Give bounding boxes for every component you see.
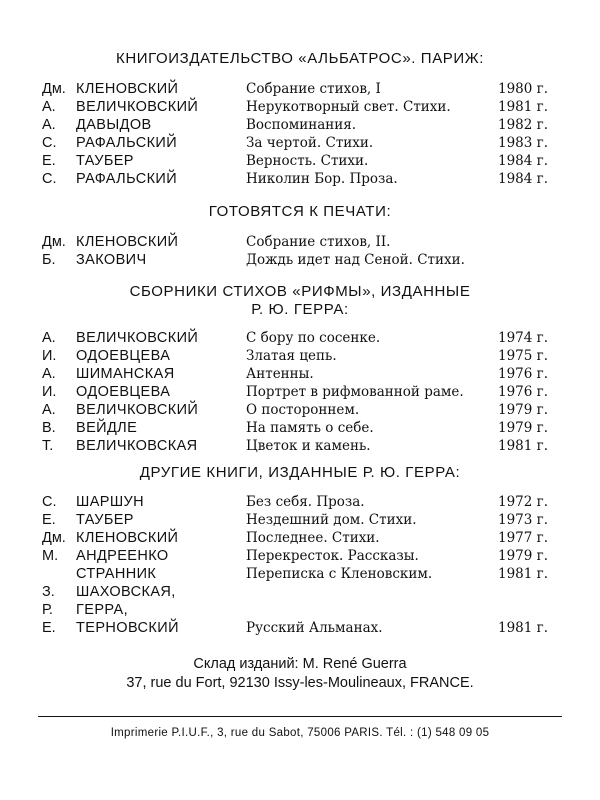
book-entry: [0, 565, 600, 583]
author-name: КЛЕНОВСКИЙ: [76, 81, 179, 97]
book-entry: [0, 437, 600, 455]
rifmy-book-list: [0, 329, 600, 455]
publication-year: 1982 г.: [498, 117, 549, 133]
book-title: Николин Бор. Проза.: [246, 171, 398, 187]
book-entry: [0, 116, 600, 134]
book-title: Перекресток. Рассказы.: [246, 548, 419, 564]
book-entry: [0, 511, 600, 529]
book-title: Русский Альманах.: [246, 620, 383, 636]
book-title: Нерукотворный свет. Стихи.: [246, 99, 451, 115]
divider-rule: [38, 716, 562, 717]
book-title: Антенны.: [246, 366, 314, 382]
author-name: ДАВЫДОВ: [76, 117, 152, 133]
publication-year: 1976 г.: [498, 366, 549, 382]
author-initial: М.: [42, 548, 59, 564]
author-initial: Дм.: [42, 234, 66, 250]
book-entry: [0, 383, 600, 401]
warehouse-line1: Склад изданий: M. René Guerra: [193, 656, 407, 672]
author-name: ЗАКОВИЧ: [76, 252, 147, 268]
book-title: Цветок и камень.: [246, 438, 371, 454]
book-entry: [0, 347, 600, 365]
publication-year: 1973 г.: [498, 512, 549, 528]
author-initial: Дм.: [42, 81, 66, 97]
book-entry: [0, 233, 600, 251]
book-entry: [0, 583, 600, 601]
heading-other: ДРУГИЕ КНИГИ, ИЗДАННЫЕ Р. Ю. ГЕРРА:: [139, 464, 461, 481]
author-initial: А.: [42, 366, 56, 382]
author-name: РАФАЛЬСКИЙ: [76, 135, 178, 151]
author-initial: Е.: [42, 512, 56, 528]
book-title: На память о себе.: [246, 420, 374, 436]
author-initial: Е.: [42, 620, 56, 636]
publication-year: 1972 г.: [498, 494, 549, 510]
author-initial: С.: [42, 135, 57, 151]
author-name: ШИМАНСКАЯ: [76, 366, 175, 382]
publication-year: 1979 г.: [498, 402, 549, 418]
author-name: ОДОЕВЦЕВА: [76, 384, 171, 400]
book-entry: [0, 98, 600, 116]
author-initial: А.: [42, 117, 56, 133]
publication-year: 1983 г.: [498, 135, 549, 151]
author-name: СТРАННИК: [76, 566, 157, 582]
warehouse-address: 37, rue du Fort, 92130 Issy-les-Moulineaux, FRANCE.: [126, 675, 474, 691]
book-title: О постороннем.: [246, 402, 360, 418]
publication-year: 1984 г.: [498, 153, 549, 169]
author-initial: В.: [42, 420, 56, 436]
book-title: Переписка с Кленовским.: [246, 566, 433, 582]
author-initial: Е.: [42, 153, 56, 169]
book-title: Златая цепь.: [246, 348, 337, 364]
book-entry: [0, 547, 600, 565]
publication-year: 1974 г.: [498, 330, 549, 346]
book-title: Нездешний дом. Стихи.: [246, 512, 417, 528]
author-name: ВЕЙДЛЕ: [76, 420, 138, 436]
author-name: ТАУБЕР: [76, 153, 134, 169]
publication-year: 1975 г.: [498, 348, 549, 364]
author-initial: А.: [42, 330, 56, 346]
book-entry: [0, 80, 600, 98]
author-initial: Дм.: [42, 530, 66, 546]
publication-year: 1979 г.: [498, 548, 549, 564]
author-name: ШАХОВСКАЯ,: [76, 584, 176, 600]
author-name: АНДРЕЕНКО: [76, 548, 169, 564]
author-name: ТЕРНОВСКИЙ: [76, 620, 179, 636]
heading-rifmy-line1: СБОРНИКИ СТИХОВ «РИФМЫ», ИЗДАННЫЕ: [129, 283, 471, 300]
publication-year: 1976 г.: [498, 384, 549, 400]
author-name: КЛЕНОВСКИЙ: [76, 530, 179, 546]
author-initial: Б.: [42, 252, 56, 268]
author-initial: С.: [42, 171, 57, 187]
author-initial: А.: [42, 99, 56, 115]
book-entry: [0, 401, 600, 419]
author-name: ВЕЛИЧКОВСКИЙ: [76, 99, 199, 115]
book-entry: [0, 134, 600, 152]
book-title: Собрание стихов, II.: [246, 234, 391, 250]
book-entry: [0, 601, 600, 619]
book-entry: [0, 619, 600, 637]
publication-year: 1981 г.: [498, 620, 549, 636]
author-initial: З.: [42, 584, 55, 600]
forthcoming-book-list: [0, 233, 600, 269]
printer-imprint: Imprimerie P.I.U.F., 3, rue du Sabot, 75006 PARIS. Tél. : (1) 548 09 05: [110, 727, 490, 739]
publication-year: 1980 г.: [498, 81, 549, 97]
book-title: Без себя. Проза.: [246, 494, 365, 510]
author-name: ВЕЛИЧКОВСКИЙ: [76, 330, 199, 346]
book-title: С бору по сосенке.: [246, 330, 381, 346]
book-entry: [0, 493, 600, 511]
book-title: Дождь идет над Сеной. Стихи.: [246, 252, 465, 268]
book-entry: [0, 329, 600, 347]
author-name: ШАРШУН: [76, 494, 145, 510]
author-name: КЛЕНОВСКИЙ: [76, 234, 179, 250]
publication-year: 1981 г.: [498, 99, 549, 115]
author-name: ВЕЛИЧКОВСКИЙ: [76, 402, 199, 418]
book-entry: [0, 251, 600, 269]
book-entry: [0, 529, 600, 547]
author-initial: И.: [42, 384, 57, 400]
author-initial: И.: [42, 348, 57, 364]
publication-year: 1981 г.: [498, 566, 549, 582]
book-entry: [0, 419, 600, 437]
publication-year: 1979 г.: [498, 420, 549, 436]
author-name: ВЕЛИЧКОВСКАЯ: [76, 438, 198, 454]
publication-year: 1984 г.: [498, 171, 549, 187]
author-name: РАФАЛЬСКИЙ: [76, 171, 178, 187]
book-title: За чертой. Стихи.: [246, 135, 374, 151]
publication-year: 1981 г.: [498, 438, 549, 454]
author-initial: Р.: [42, 602, 53, 618]
heading-rifmy-line2: Р. Ю. ГЕРРА:: [251, 301, 349, 318]
author-initial: С.: [42, 494, 57, 510]
book-title: Последнее. Стихи.: [246, 530, 380, 546]
heading-forthcoming: ГОТОВЯТСЯ К ПЕЧАТИ:: [208, 203, 392, 220]
author-name: ГЕРРА,: [76, 602, 128, 618]
book-title: Собрание стихов, I: [246, 81, 381, 97]
author-initial: А.: [42, 402, 56, 418]
publication-year: 1977 г.: [498, 530, 549, 546]
book-title: Портрет в рифмованной раме.: [246, 384, 464, 400]
book-title: Воспоминания.: [246, 117, 357, 133]
author-name: ОДОЕВЦЕВА: [76, 348, 171, 364]
albatros-book-list: [0, 80, 600, 188]
book-entry: [0, 170, 600, 188]
book-entry: [0, 152, 600, 170]
book-entry: [0, 365, 600, 383]
other-book-list: [0, 493, 600, 637]
author-name: ТАУБЕР: [76, 512, 134, 528]
author-initial: Т.: [42, 438, 54, 454]
heading-albatros: КНИГОИЗДАТЕЛЬСТВО «АЛЬБАТРОС». ПАРИЖ:: [115, 50, 484, 67]
book-title: Верность. Стихи.: [246, 153, 369, 169]
